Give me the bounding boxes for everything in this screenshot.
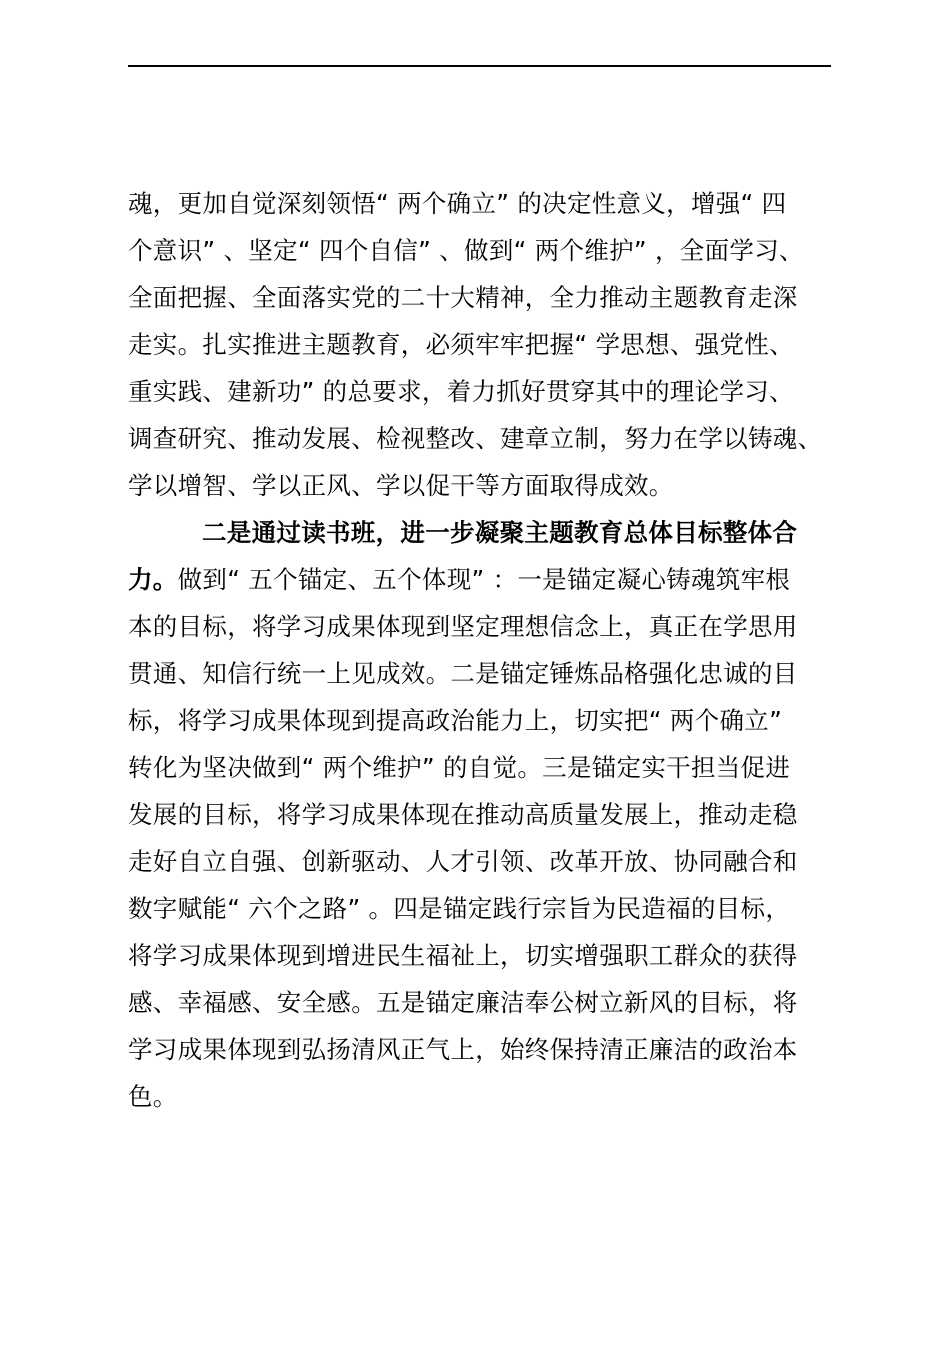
- text-line: 本的目标，将学习成果体现到坚定理想信念上，真正在学思用: [128, 612, 798, 641]
- text-line: 色。: [128, 1082, 178, 1111]
- text-line: 学习成果体现到弘扬清风正气上，始终保持清正廉洁的政治本: [128, 1035, 798, 1064]
- section-heading-continuation: [128, 556, 848, 603]
- text-line: 学以增智、学以正风、学以促干等方面取得成效。: [128, 471, 674, 500]
- text-line: 感、幸福感、安全感。五是锚定廉洁奉公树立新风的目标，将: [128, 988, 798, 1017]
- text-line: 数字赋能“ 六个之路” 。四是锚定践行宗旨为民造福的目标，: [128, 894, 791, 923]
- text-line: 个意识” 、坚定“ 四个自信” 、做到“ 两个维护” ，全面学习、: [128, 236, 804, 265]
- text-line: 标，将学习成果体现到提高政治能力上，切实把“ 两个确立”: [128, 706, 783, 735]
- text-line: 发展的目标，将学习成果体现在推动高质量发展上，推动走稳: [128, 800, 798, 829]
- text-line: 转化为坚决做到“ 两个维护” 的自觉。三是锚定实干担当促进: [128, 753, 791, 782]
- text-line: 将学习成果体现到增进民生福祉上，切实增强职工群众的获得: [128, 941, 798, 970]
- text-line: 走实。扎实推进主题教育，必须牢牢把握“ 学思想、强党性、: [128, 330, 794, 359]
- text-line: 贯通、知信行统一上见成效。二是锚定锤炼品格强化忠诚的目: [128, 659, 798, 688]
- text-line: 魂，更加自觉深刻领悟“ 两个确立” 的决定性意义，增强“ 四: [128, 189, 787, 218]
- section-heading-tail: 力。: [128, 565, 178, 594]
- text-line: 调查研究、推动发展、检视整改、建章立制，努力在学以铸魂、: [128, 424, 823, 453]
- header-rule: [128, 65, 831, 67]
- body-text: [128, 180, 848, 1120]
- text-line: 重实践、建新功” 的总要求，着力抓好贯穿其中的理论学习、: [128, 377, 794, 406]
- text-line: 全面把握、全面落实党的二十大精神，全力推动主题教育走深: [128, 283, 798, 312]
- text-line: 走好自立自强、创新驱动、人才引领、改革开放、协同融合和: [128, 847, 798, 876]
- section-heading: 二是通过读书班，进一步凝聚主题教育总体目标整体合: [202, 518, 798, 547]
- text-span: 做到“ 五个锚定、五个体现” ：一是锚定凝心铸魂筑牢根: [177, 565, 791, 594]
